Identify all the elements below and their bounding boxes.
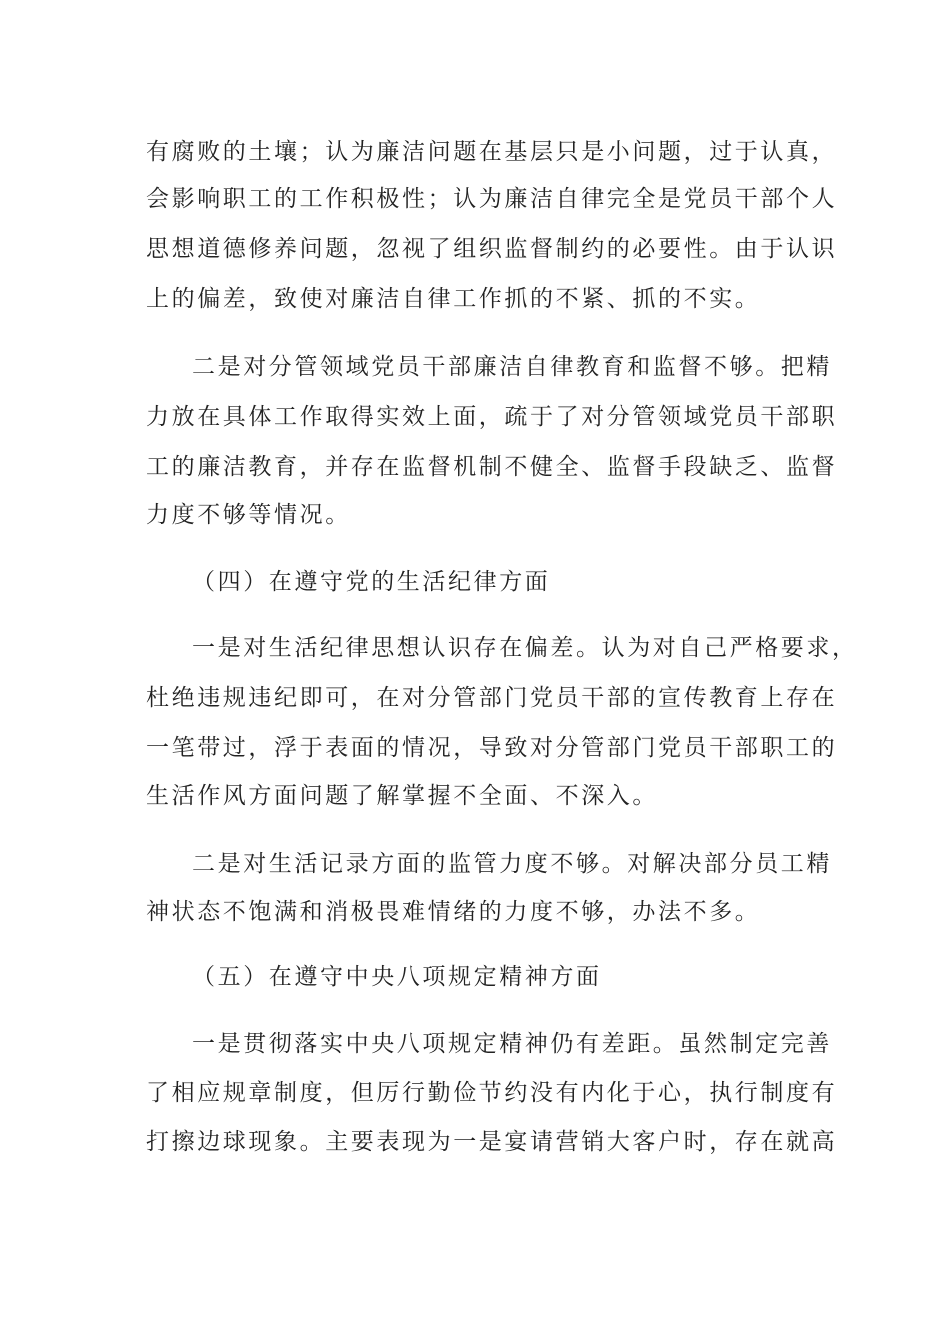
paragraph-3-line-2: 杜绝违规违纪即可，在对分管部门党员干部的宣传教育上存在 xyxy=(146,685,838,711)
paragraph-4-line-2: 神状态不饱满和消极畏难情绪的力度不够，办法不多。 xyxy=(146,899,761,925)
paragraph-1-line-4: 上的偏差，致使对廉洁自律工作抓的不紧、抓的不实。 xyxy=(146,286,761,312)
paragraph-2-line-3: 工的廉洁教育，并存在监督机制不健全、监督手段缺乏、监督 xyxy=(146,454,838,480)
paragraph-2-line-2: 力放在具体工作取得实效上面，疏于了对分管领域党员干部职 xyxy=(146,404,838,430)
paragraph-1-line-2: 会影响职工的工作积极性；认为廉洁自律完全是党员干部个人 xyxy=(146,186,838,212)
paragraph-3-line-1: 一是对生活纪律思想认识存在偏差。认为对自己严格要求， xyxy=(192,635,858,661)
paragraph-4-line-1: 二是对生活记录方面的监管力度不够。对解决部分员工精 xyxy=(192,851,832,877)
section-heading-5: （五）在遵守中央八项规定精神方面 xyxy=(192,964,602,990)
paragraph-5-line-3: 打擦边球现象。主要表现为一是宴请营销大客户时，存在就高 xyxy=(146,1129,838,1155)
paragraph-3-line-4: 生活作风方面问题了解掌握不全面、不深入。 xyxy=(146,783,658,809)
paragraph-1-line-3: 思想道德修养问题，忽视了组织监督制约的必要性。由于认识 xyxy=(146,236,838,262)
paragraph-2-line-4: 力度不够等情况。 xyxy=(146,502,351,528)
paragraph-1-line-1: 有腐败的土壤；认为廉洁问题在基层只是小问题，过于认真， xyxy=(146,139,838,165)
section-heading-4: （四）在遵守党的生活纪律方面 xyxy=(192,569,551,595)
paragraph-2-line-1: 二是对分管领域党员干部廉洁自律教育和监督不够。把精 xyxy=(192,354,832,380)
paragraph-3-line-3: 一笔带过，浮于表面的情况，导致对分管部门党员干部职工的 xyxy=(146,735,838,761)
paragraph-5-line-2: 了相应规章制度，但厉行勤俭节约没有内化于心，执行制度有 xyxy=(146,1080,838,1106)
paragraph-5-line-1: 一是贯彻落实中央八项规定精神仍有差距。虽然制定完善 xyxy=(192,1031,832,1057)
